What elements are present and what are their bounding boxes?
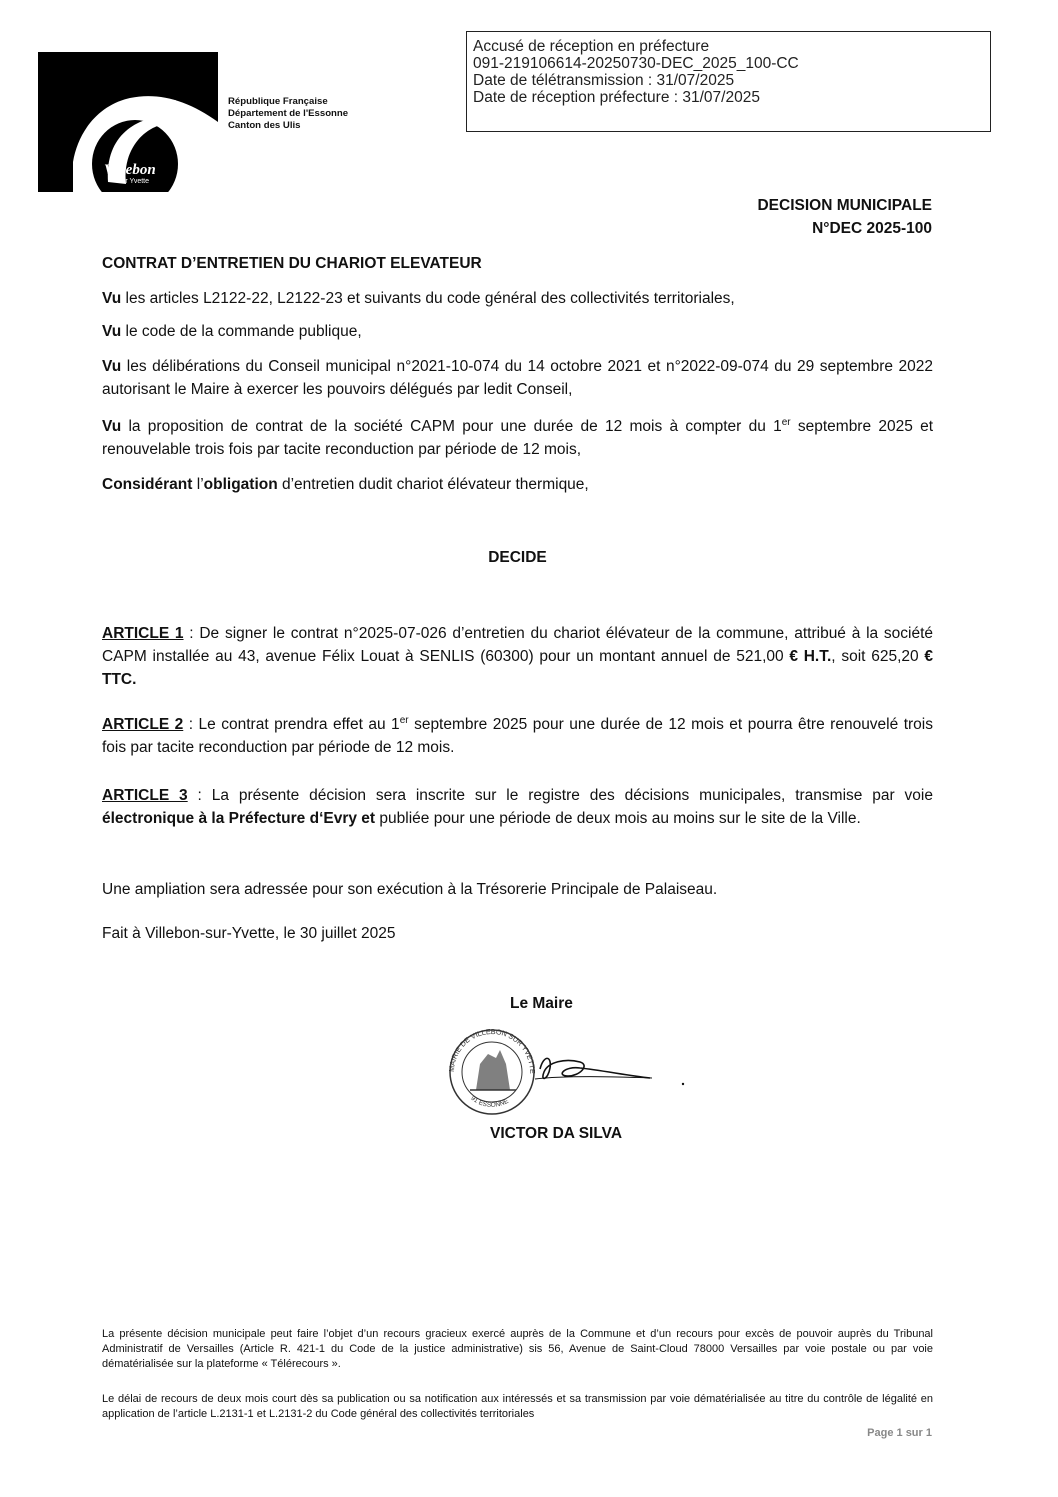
- page-number: Page 1 sur 1: [867, 1427, 932, 1439]
- vu-keyword: Vu: [102, 323, 122, 340]
- article-1: [102, 622, 933, 691]
- decide-heading: DECIDE: [488, 549, 547, 566]
- article-2: [102, 713, 933, 759]
- vu-1-text: les articles L2122-22, L2122-23 et suivants du code général des collectivités territoriales,: [121, 290, 735, 307]
- considerant-text-a: l’: [192, 476, 204, 493]
- vu-4-text-a: la proposition de contrat de la société CAPM pour une durée de 12 mois à compter du 1: [121, 418, 782, 435]
- considerant-paragraph: [102, 473, 933, 496]
- mayor-role-label: Le Maire: [510, 995, 573, 1012]
- vu-paragraph-3: [102, 355, 933, 401]
- vu-keyword: Vu: [102, 358, 122, 375]
- stamp-text-bottom: 91 ESSONNE: [469, 1094, 510, 1109]
- contract-title: CONTRAT D’ENTRETIEN DU CHARIOT ELEVATEUR: [102, 255, 482, 272]
- place-and-date: Fait à Villebon-sur-Yvette, le 30 juillet 2025: [102, 925, 396, 942]
- considerant-obligation: obligation: [203, 476, 278, 493]
- article-1-label: ARTICLE 1: [102, 625, 184, 642]
- article-1-ttc: € TTC.: [102, 648, 933, 688]
- considerant-text-b: d’entretien dudit chariot élévateur thermique,: [277, 476, 589, 493]
- article-3-label: ARTICLE 3: [102, 787, 188, 804]
- logo-text: Villebon: [104, 162, 156, 178]
- admin-line-canton: Canton des Ulis: [228, 120, 301, 131]
- reception-line-2: 091-219106614-20250730-DEC_2025_100-CC: [473, 55, 799, 72]
- villebon-logo: [38, 52, 218, 192]
- stamp-and-signature: [440, 1024, 690, 1118]
- article-1-text-b: , soit 625,20: [831, 648, 925, 665]
- administrative-header: [228, 96, 348, 132]
- reception-acknowledgement-box: [466, 31, 991, 132]
- mayor-name: VICTOR DA SILVA: [490, 1125, 623, 1142]
- decision-title: [757, 194, 932, 240]
- decision-title-line-1: DECISION MUNICIPALE: [757, 197, 932, 214]
- vu-4-text-b: septembre 2025 et renouvelable trois fois par tacite reconduction par période de 12 mois,: [102, 418, 934, 458]
- vu-keyword: Vu: [102, 418, 122, 435]
- vu-3-text: les délibérations du Conseil municipal n°2021-10-074 du 14 octobre 2021 et n°2022-09-074 du 29 septembre 2022 autorisant le Maire à exercer les pouvoirs délégués par ledit Conseil,: [102, 358, 933, 398]
- reception-line-4: Date de réception préfecture : 31/07/2025: [473, 89, 760, 106]
- reception-line-1: Accusé de réception en préfecture: [473, 38, 710, 55]
- vu-2-text: le code de la commande publique,: [121, 323, 362, 340]
- article-3-text-a: : La présente décision sera inscrite sur le registre des décisions municipales, transmise par voie: [187, 787, 933, 804]
- ampliation-paragraph: Une ampliation sera adressée pour son exécution à la Trésorerie Principale de Palaiseau.: [102, 881, 718, 898]
- logo-subtext: sur Yvette: [118, 178, 150, 185]
- admin-line-departement: Département de l'Essonne: [228, 108, 349, 119]
- svg-text:91 ESSONNE: [469, 1095, 510, 1109]
- article-2-text-a: : Le contrat prendra effet au 1: [183, 716, 400, 733]
- considerant-keyword: Considérant: [102, 476, 193, 493]
- article-3-bold: électronique à la Préfecture d‘Evry et: [102, 810, 376, 827]
- vu-keyword: Vu: [102, 290, 122, 307]
- vu-4-superscript: er: [781, 416, 791, 428]
- article-1-ht: € H.T.: [789, 648, 832, 665]
- stamp-text-top: MAIRIE DE VILLEBON SUR YVETTE: [446, 1026, 538, 1074]
- article-3-text-b: publiée pour une période de deux mois au moins sur le site de la Ville.: [375, 810, 861, 827]
- vu-paragraph-1: [102, 287, 933, 310]
- vu-paragraph-2: [102, 320, 933, 343]
- decision-number: N°DEC 2025-100: [812, 220, 932, 237]
- vu-paragraph-4: [102, 415, 933, 461]
- article-2-label: ARTICLE 2: [102, 716, 184, 733]
- appeal-delay-notice: Le délai de recours de deux mois court dès sa publication ou sa notification aux intéressés et sa transmission par voie dématérialisée au titre du contrôle de légalité en application de l’article L.2131-1 et L.2131-2 du Code général des collectivités territoriales: [102, 1393, 933, 1420]
- appeal-notice: La présente décision municipale peut faire l’objet d’un recours gracieux exercé auprès de la Commune et d’un recours pour excès de pouvoir auprès du Tribunal Administratif de Versailles (Article R. 421-1 du Code de la justice administrative) sis 56, Avenue de Saint-Cloud 78000 Versailles par voie postale ou par voie dématérialisée sur la plateforme « Télérecours ».: [102, 1328, 933, 1370]
- official-stamp: [440, 1024, 690, 1118]
- reception-line-3: Date de télétransmission : 31/07/2025: [473, 72, 735, 89]
- article-2-text-b: septembre 2025 pour une durée de 12 mois et pourra être renouvelé trois fois par tacite reconduction par période de 12 mois.: [102, 716, 933, 756]
- article-2-superscript: er: [399, 714, 409, 726]
- article-1-text-a: : De signer le contrat n°2025-07-026 d’entretien du chariot élévateur de la commune, attribué à la société CAPM installée au 43, avenue Félix Louat à SENLIS (60300) pour un montant annuel de 521,00: [102, 625, 933, 665]
- admin-line-republique: République Française: [228, 96, 328, 107]
- article-3: [102, 784, 933, 830]
